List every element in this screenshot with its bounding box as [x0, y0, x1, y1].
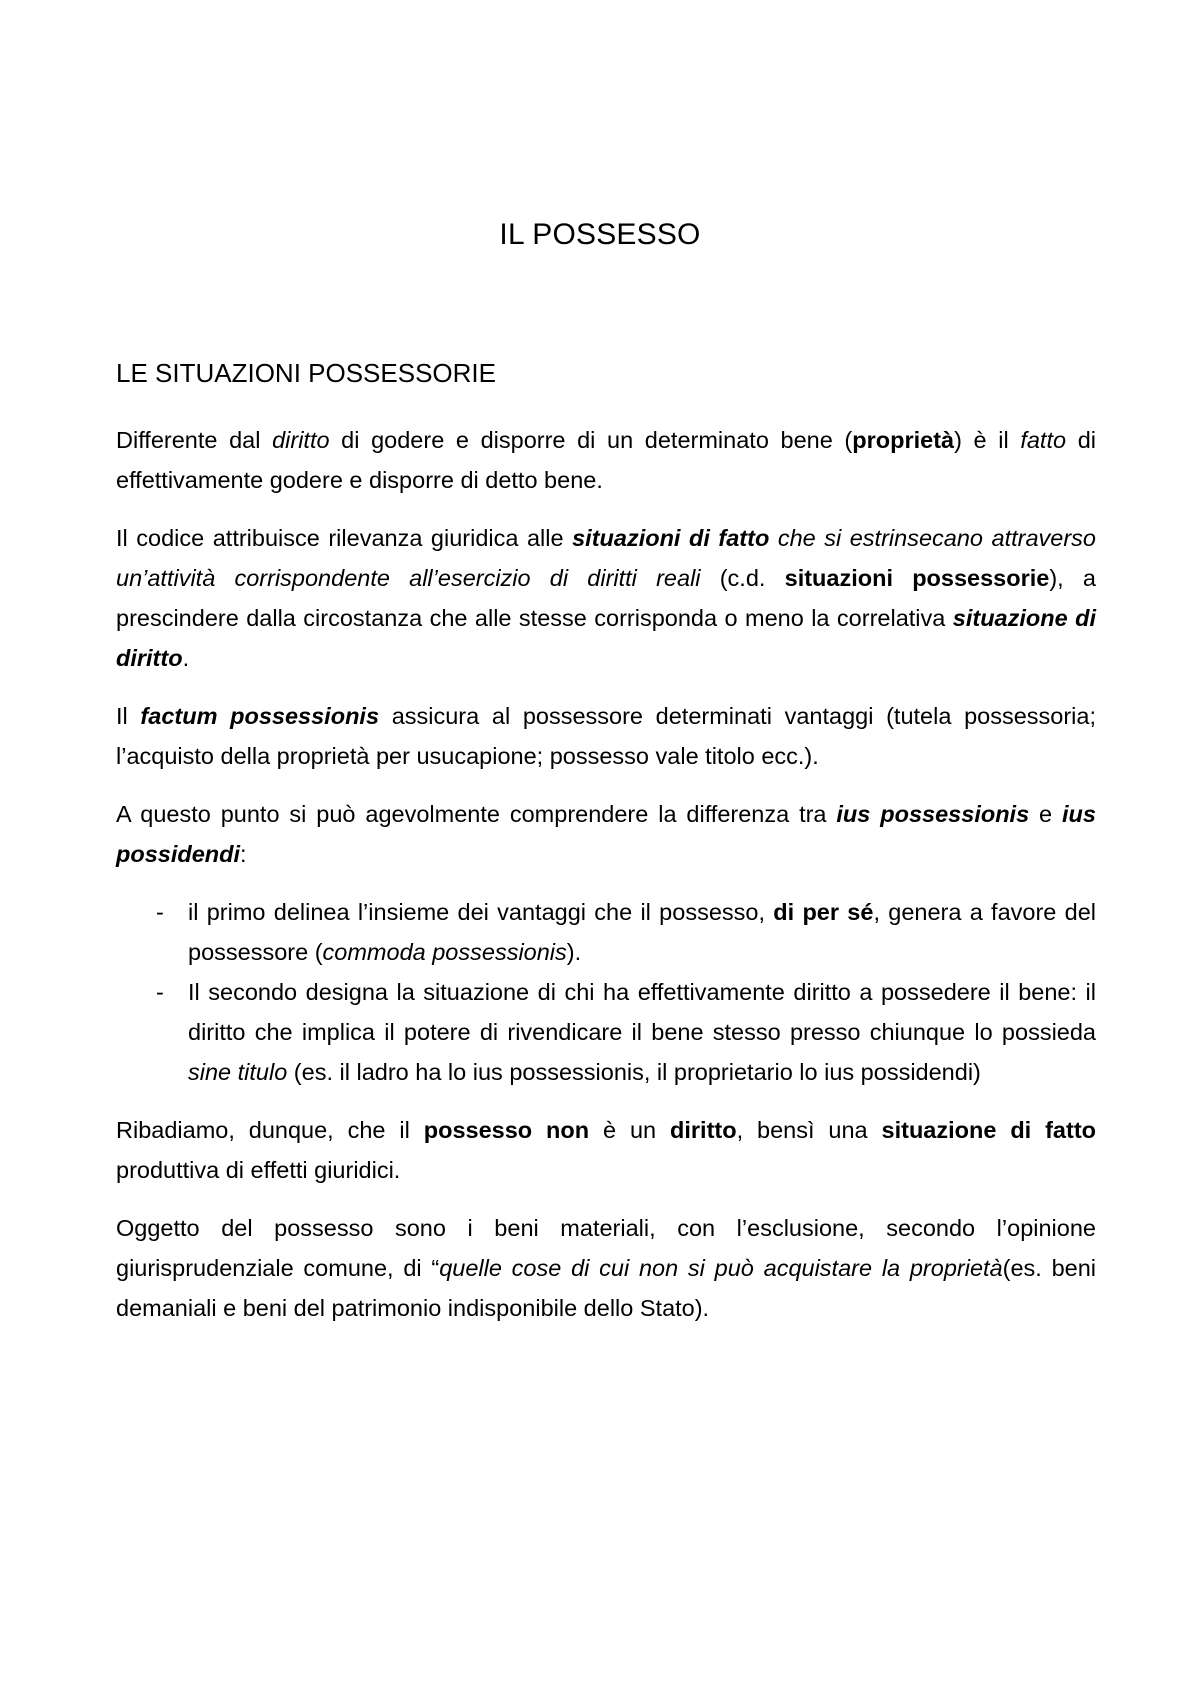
text-run: ), a prescindere dalla circostanza che alle stesse corrisponda o meno la correlativa — [116, 565, 1096, 631]
text-run: ) è il — [954, 427, 1021, 453]
bold-text-run: situazioni possessorie — [784, 565, 1050, 591]
bold-italic-text-run: situazione di diritto — [116, 605, 1096, 671]
section-heading: LE SITUAZIONI POSSESSORIE — [116, 358, 496, 388]
text-run: di godere e disporre di un determinato bene ( — [329, 427, 853, 453]
paragraph — [116, 1110, 1096, 1190]
italic-text-run: commoda possessionis — [322, 939, 567, 965]
text-run: , bensì una — [736, 1117, 882, 1143]
list-item-text — [188, 899, 1096, 965]
italic-text-run: diritto — [272, 427, 330, 453]
text-run: (es. beni demaniali e beni del patrimonio indisponibile dello Stato). — [116, 1255, 1096, 1321]
text-run: (c.d. — [700, 565, 785, 591]
list-dash: - — [156, 899, 164, 925]
text-run: A questo punto si può agevolmente comprendere la differenza tra — [116, 801, 837, 827]
paragraph — [116, 518, 1096, 678]
paragraph — [116, 420, 1096, 500]
text-run: Il secondo designa la situazione di chi ha effettivamente diritto a possedere il bene: il diritto che implica il potere di rivendicare il bene stesso presso chiunque lo possieda — [188, 979, 1096, 1045]
bold-italic-text-run: situazioni di fatto — [572, 525, 770, 551]
text-run: Oggetto del possesso sono i beni materiali, con l’esclusione, secondo l’opinione giurisprudenziale comune, di “ — [116, 1215, 1096, 1281]
bullet-list — [116, 892, 1096, 1092]
list-dash: - — [156, 979, 164, 1005]
bold-text-run: diritto — [670, 1117, 737, 1143]
bold-text-run: possesso non — [423, 1117, 590, 1143]
italic-text-run: sine titulo — [188, 1059, 288, 1085]
text-run: , genera a favore del possessore ( — [188, 899, 1096, 965]
text-run: e — [1029, 801, 1063, 827]
bold-italic-text-run: ius possessionis — [836, 801, 1030, 827]
list-item — [116, 892, 1096, 972]
bold-text-run: proprietà — [852, 427, 955, 453]
text-run: è un — [589, 1117, 671, 1143]
italic-text-run: quelle cose di cui non si può acquistare la proprietà — [439, 1255, 1003, 1281]
text-run: Ribadiamo, dunque, che il — [116, 1117, 424, 1143]
bold-text-run: di per sé — [773, 899, 874, 925]
text-run: (es. il ladro ha lo ius possessionis, il proprietario lo ius possidendi) — [287, 1059, 981, 1085]
bold-italic-text-run: factum possessionis — [140, 703, 380, 729]
italic-text-run: fatto — [1020, 427, 1067, 453]
text-run: il primo delinea l’insieme dei vantaggi che il possesso, — [188, 899, 774, 925]
text-run: : — [240, 841, 247, 867]
text-run: Il codice attribuisce rilevanza giuridica alle — [116, 525, 573, 551]
text-run: assicura al possessore determinati vantaggi (tutela possessoria; l’acquisto della proprietà per usucapione; possesso vale titolo ecc.). — [116, 703, 1096, 769]
bold-text-run: situazione di fatto — [881, 1117, 1096, 1143]
italic-text-run: che si estrinsecano attraverso un’attività corrispondente all’esercizio di diritti reali — [116, 525, 1096, 591]
paragraph — [116, 696, 1096, 776]
text-run: . — [182, 645, 190, 671]
bold-italic-text-run: ius possidendi — [116, 801, 1096, 867]
list-item — [116, 972, 1096, 1092]
document-body — [116, 420, 1096, 1346]
text-run: Differente dal — [116, 427, 273, 453]
list-item-text — [188, 979, 1096, 1085]
text-run: produttiva di effetti giuridici. — [116, 1157, 401, 1183]
text-run: di effettivamente godere e disporre di detto bene. — [116, 427, 1096, 493]
text-run: Il — [116, 703, 141, 729]
paragraph — [116, 1208, 1096, 1328]
text-run: ). — [566, 939, 582, 965]
document-title: IL POSSESSO — [499, 218, 701, 251]
paragraph — [116, 794, 1096, 874]
